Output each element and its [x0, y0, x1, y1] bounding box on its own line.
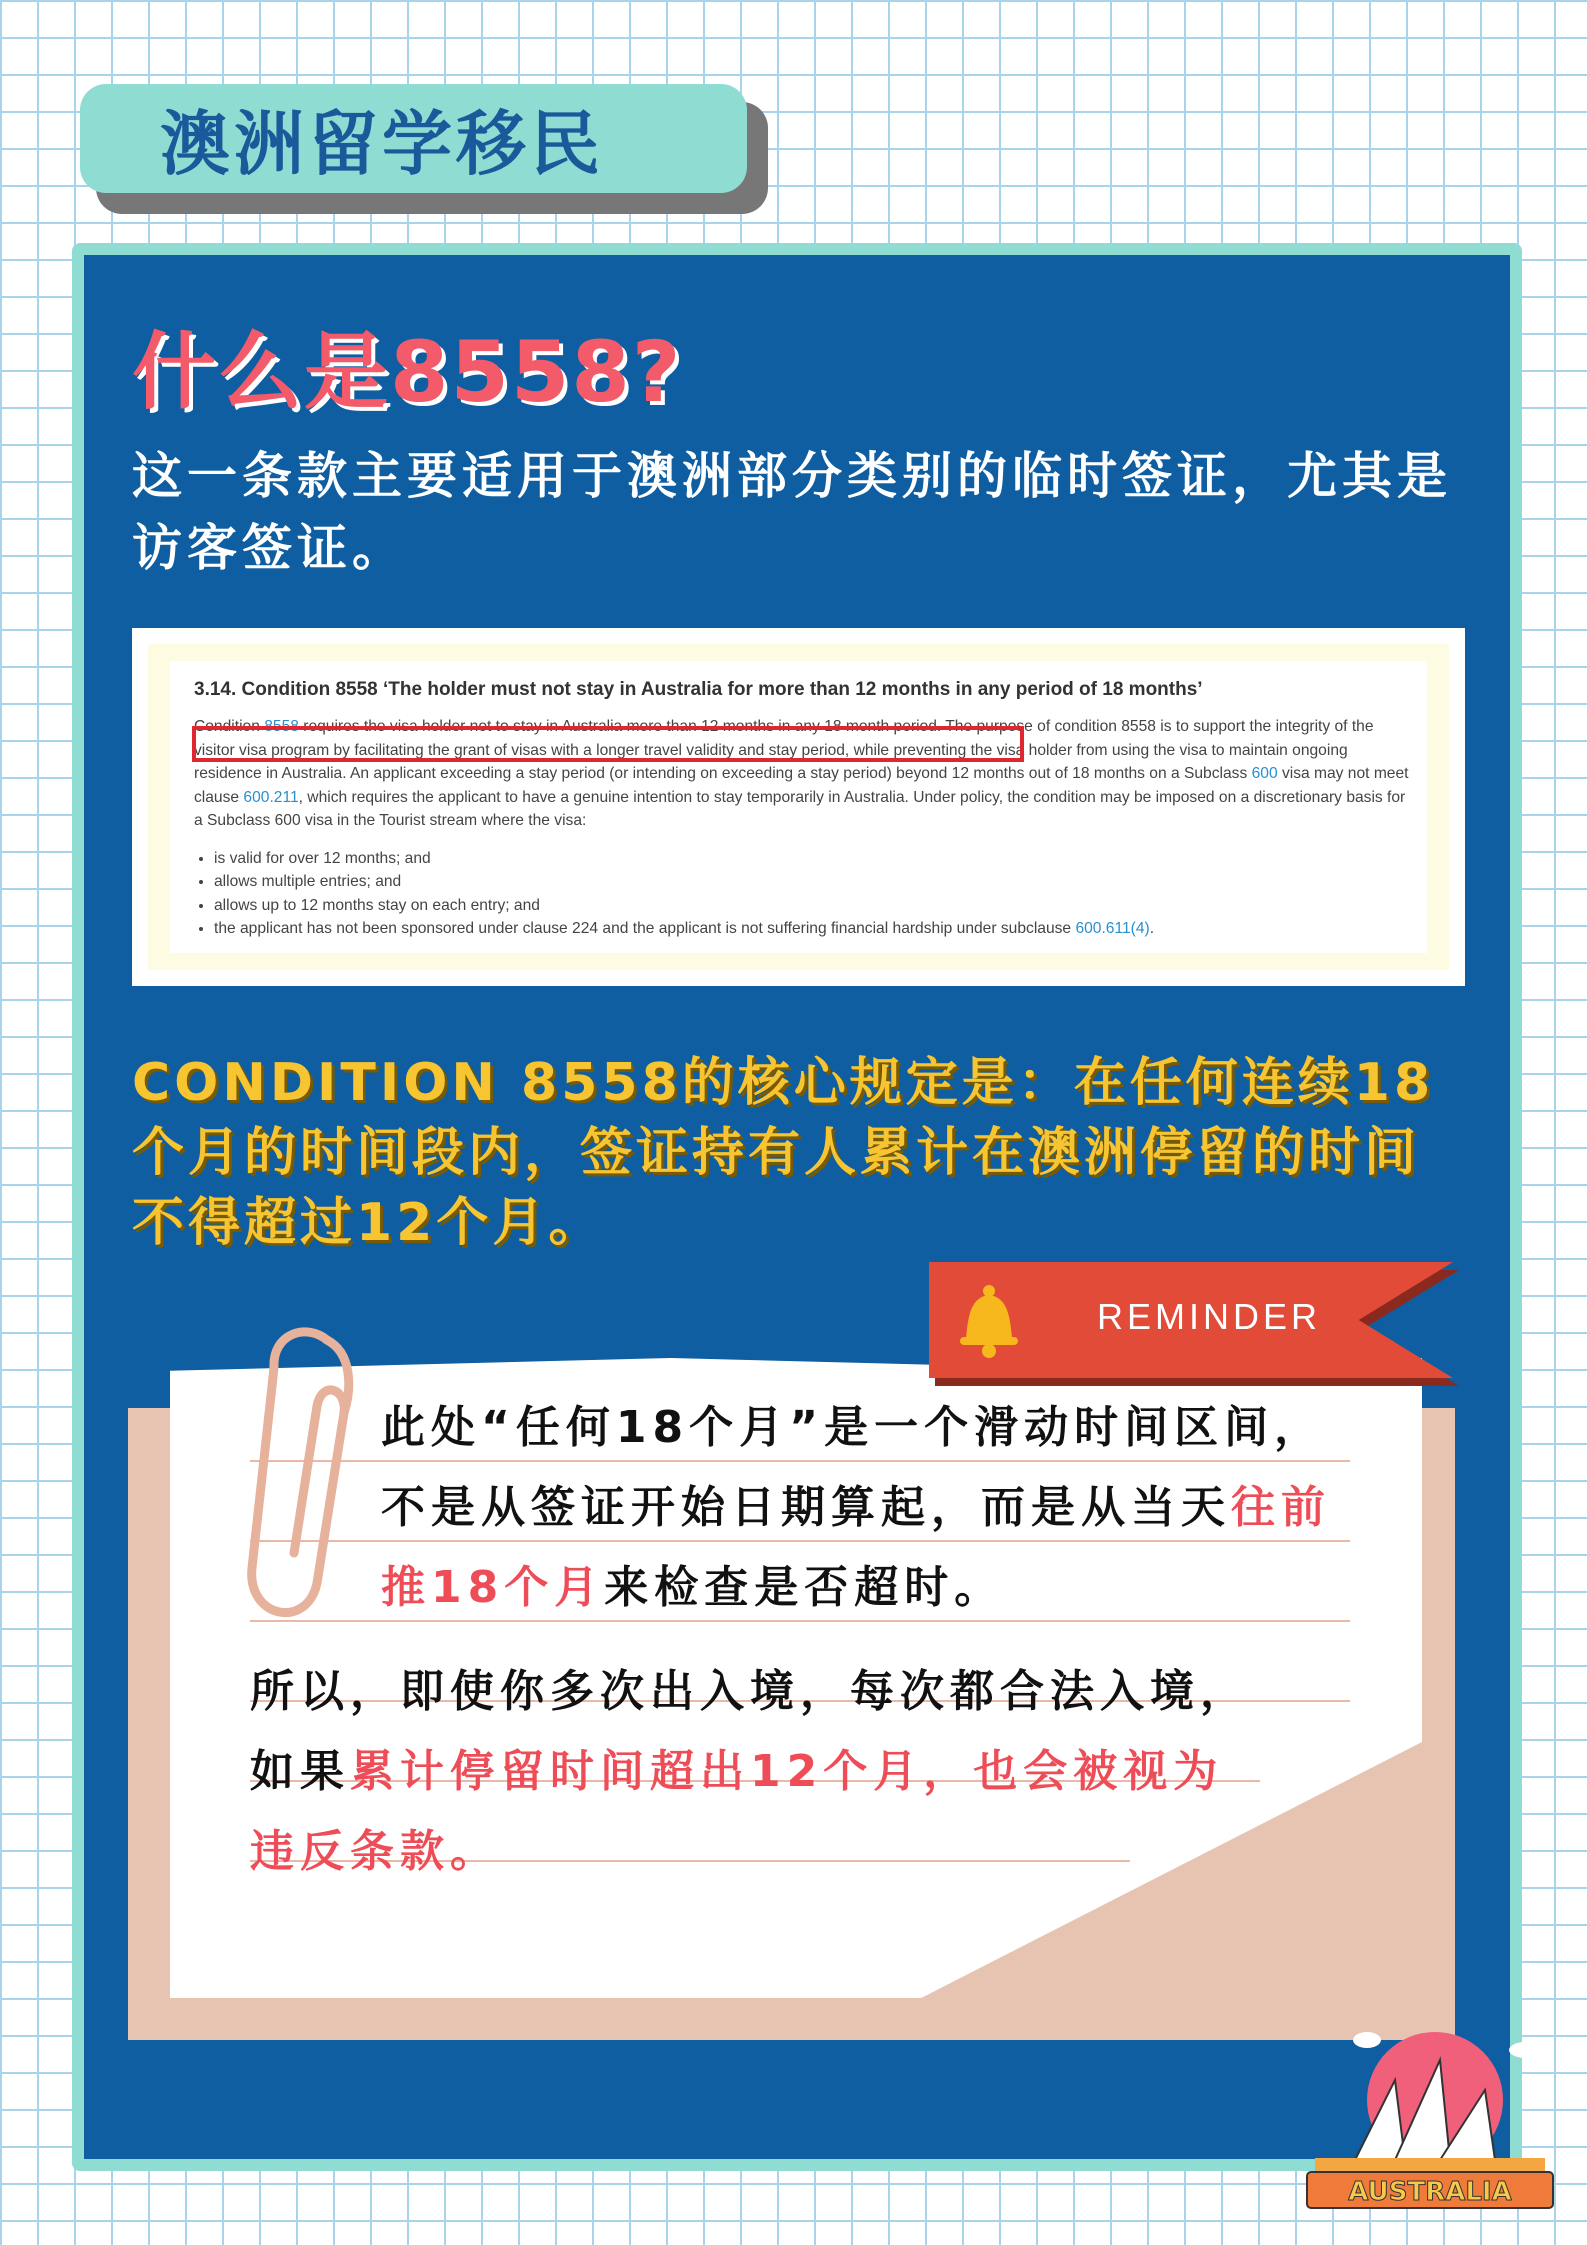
note-line [250, 1822, 500, 1882]
list-item: • allows multiple entries; and [214, 870, 1414, 894]
list-item-text: . [1149, 920, 1155, 937]
intro-text: 这一条款主要适用于澳洲部分类别的临时签证，尤其是访客签证。 [132, 447, 1452, 577]
list-item [214, 917, 1414, 941]
document-heading: 3.14. Condition 8558 ‘The holder must not stay in Australia for more than 12 months in any period of 18 months’ [194, 679, 1203, 700]
paragraph-text: requires the visa holder not to stay in Australia more than 12 months in any 18 month period. The purpose of condition 8558 is to support the integrity of the visitor visa program by facilitating the grant of visas with a longer travel validity and stay period, while preventing the visa holder from using the visa to maintain ongoing residence in Australia. An applicant exceeding a stay period (or intending on exceeding a stay period) beyond 12 months out of 18 months on a Subclass [194, 718, 1374, 782]
note-line [381, 1478, 1331, 1538]
note-highlight: 往前 [1231, 1482, 1331, 1533]
highlight-box [192, 726, 1024, 762]
link-600-211[interactable]: 600.211 [243, 788, 299, 806]
australia-badge-icon [1285, 2020, 1565, 2220]
list-item: • is valid for over 12 months; and [214, 847, 1414, 871]
core-rule-text: CONDITION 8558的核心规定是：在任何连续18个月的时间段内，签证持有人累计在澳洲停留的时间不得超过12个月。 [132, 1053, 1435, 1253]
reminder-label: REMINDER [1097, 1296, 1322, 1337]
link-8558[interactable]: 8558 [264, 718, 299, 735]
note-line [381, 1558, 1004, 1618]
list-item: • allows up to 12 months stay on each entry; and [214, 894, 1414, 918]
note-highlight: 累计停留时间超出12个月，也会被视为 [350, 1746, 1224, 1797]
bell-icon [954, 1283, 1024, 1359]
ruled-line [250, 1540, 1350, 1542]
paragraph-text: Condition [194, 718, 265, 735]
document-background [148, 644, 1449, 970]
page-title: 澳洲留学移民 [160, 103, 604, 185]
note-text: 如果 [250, 1746, 350, 1797]
document-screenshot [132, 628, 1465, 986]
paragraph-text: , which requires the applicant to have a genuine intention to stay temporarily in Australia. Under policy, the condition may be imposed on a discretionary basis for a Subclass 600 visa in the Tourist stream where the visa: [194, 788, 1406, 829]
document-card [170, 661, 1427, 953]
paragraph-text: visa may not meet clause [194, 765, 1409, 806]
question-heading: 什么是8558? [132, 323, 683, 421]
condition-list [194, 847, 1414, 941]
note-text: 来检查是否超时。 [604, 1562, 1005, 1613]
paperclip-icon [232, 1318, 382, 1638]
note-line: 所以，即使你多次出入境，每次都合法入境， [250, 1666, 1250, 1717]
note-line: 此处“任何18个月”是一个滑动时间区间， [381, 1402, 1325, 1453]
link-600-611-4[interactable]: 600.611(4) [1075, 920, 1150, 937]
note-text: 不是从签证开始日期算起，而是从当天 [381, 1482, 1231, 1533]
note-line [250, 1742, 1223, 1802]
note-highlight: 违反条款。 [250, 1826, 500, 1877]
ruled-line [250, 1460, 1350, 1462]
badge-text: AUSTRALIA [1348, 2177, 1512, 2207]
link-600[interactable]: 600 [1251, 765, 1278, 782]
ruled-line [250, 1620, 1350, 1622]
list-item-text: the applicant has not been sponsored under clause 224 and the applicant is not suffering financial hardship under subclause [214, 920, 1076, 937]
note-highlight: 推18个月 [381, 1562, 605, 1613]
